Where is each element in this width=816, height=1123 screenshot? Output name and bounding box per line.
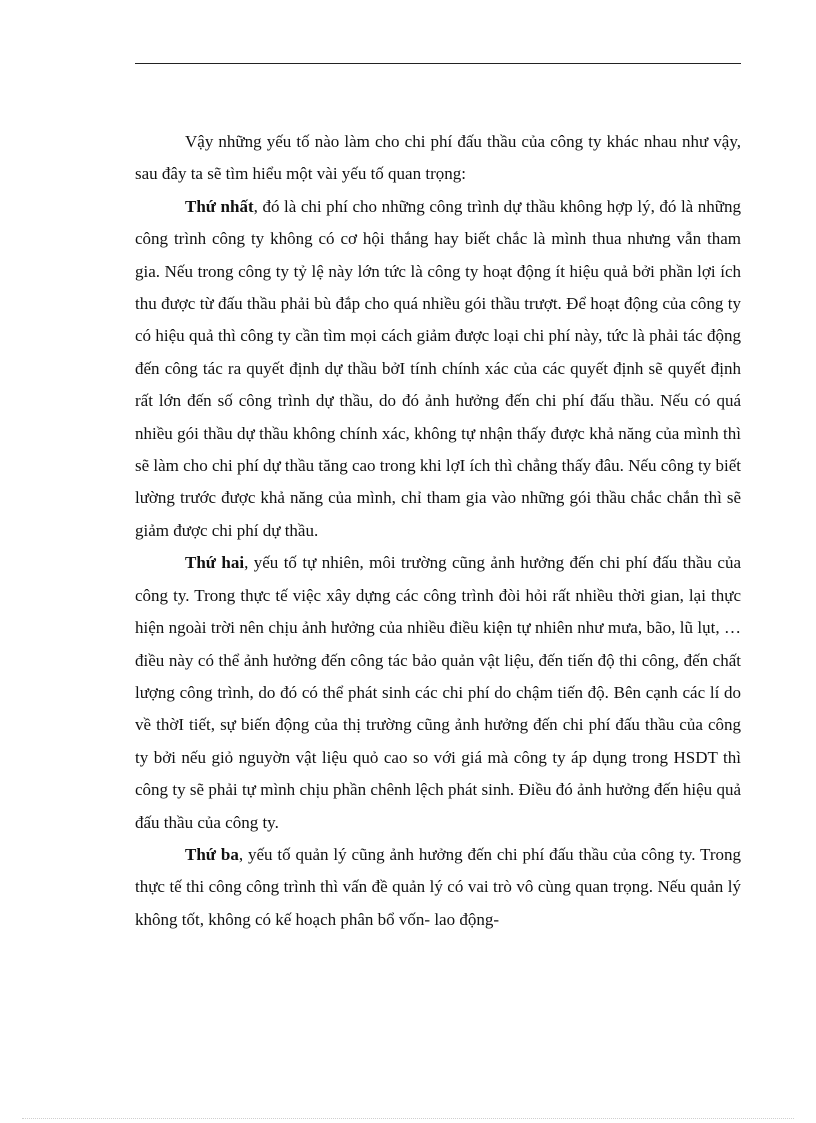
paragraph-text: , yếu tố tự nhiên, môi trường cũng ảnh hưởng đến chi phí đấu thầu của công ty. Trong thực tế việc xây dựng các công trình đòi hỏi rất nhiều thời gian, lại thực hiện ngoài trời nên chịu ảnh hưởng của nhiều điều kiện tự nhiên như mưa, bão, lũ lụt, … điều này có thể ảnh hưởng đến công tác bảo quản vật liệu, đến tiến độ thi công, đến chất lượng công trình, do đó có thể phát sinh các chi phí do chậm tiến độ. Bên cạnh các lí do về thờI tiết, sự biến động của thị trường cũng ảnh hưởng đến chi phí đấu thầu của công ty bởi nếu giỏ nguyờn vật liệu quỏ cao so với giá mà công ty áp dụng trong HSDT thì công ty sẽ phải tự mình chịu phần chênh lệch phát sinh. Điều đó ảnh hưởng đến hiệu quả đấu thầu của công ty. — [135, 553, 741, 832]
document-body — [135, 126, 741, 936]
footer-rule — [22, 1118, 794, 1119]
header-rule — [135, 63, 741, 64]
paragraph-lead: Thứ hai — [185, 553, 245, 573]
paragraph-text: , đó là chi phí cho những công trình dự thầu không hợp lý, đó là những công trình công ty không có cơ hội thắng hay biết chắc là mình thua nhưng vẫn tham gia. Nếu trong công ty tỷ lệ này lớn tức là công ty hoạt động ít hiệu quả bởi phần lợi ích thu được từ đấu thầu phải bù đắp cho quá nhiều gói thầu trượt. Để hoạt động của công ty có hiệu quả thì công ty cần tìm mọi cách giảm được loại chi phí này, tức là phải tác động đến công tác ra quyết định dự thầu bởI tính chính xác của các quyết định sẽ quyết định rất lớn đến số công trình dự thầu, do đó ảnh hưởng đến chi phí đấu thầu. Nếu có quá nhiều gói thầu dự thầu không chính xác, không tự nhận thấy được khả năng của mình thì sẽ làm cho chi phí dự thầu tăng cao trong khi lợI ích thì chẳng thấy đâu. Nếu công ty biết lường trước được khả năng của mình, chỉ tham gia vào những gói thầu chắc chắn thì sẽ giảm được chi phí dự thầu. — [135, 196, 741, 540]
paragraph-lead: Thứ nhất — [185, 196, 254, 216]
paragraph-first — [135, 191, 741, 547]
paragraph-lead: Thứ ba — [185, 844, 239, 864]
paragraph-second — [135, 547, 741, 839]
paragraph-text: , yếu tố quản lý cũng ảnh hưởng đến chi phí đấu thầu của công ty. Trong thực tế thi công công trình thì vấn đề quản lý có vai trò vô cùng quan trọng. Nếu quản lý không tốt, không có kế hoạch phân bổ vốn- lao động- — [135, 844, 741, 929]
paragraph-text: Vậy những yếu tố nào làm cho chi phí đấu thầu của công ty khác nhau như vậy, sau đây ta sẽ tìm hiểu một vài yếu tố quan trọng: — [135, 132, 741, 184]
paragraph-third — [135, 839, 741, 936]
paragraph-intro — [135, 126, 741, 191]
